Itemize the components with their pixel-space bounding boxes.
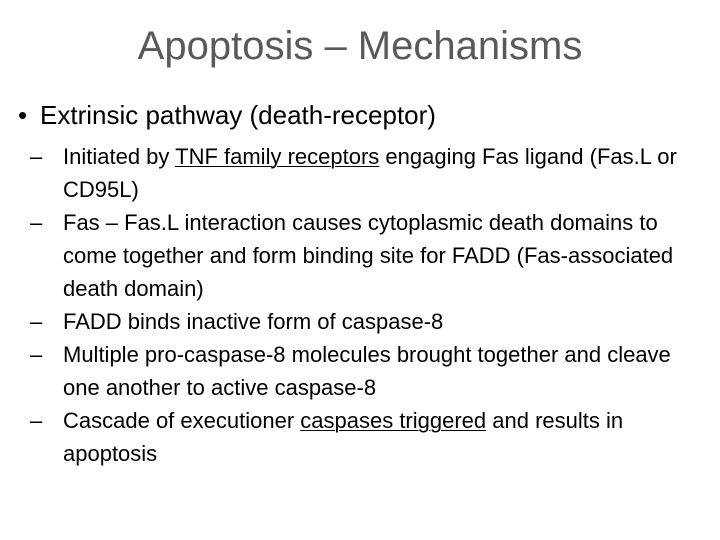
sub-text: Multiple pro-caspase-8 molecules brought together and cleave one another to active caspase-8 (63, 342, 671, 400)
sub-bullet-fadd-binds (30, 305, 700, 338)
sub-bullet-fas-interaction (30, 206, 700, 305)
sub-text: FADD binds inactive form of caspase-8 (63, 309, 444, 334)
sub-bullet-cascade (30, 404, 700, 470)
slide-title: Apoptosis – Mechanisms (137, 24, 583, 68)
sub-text-after: engaging Fas ligand (Fas.L or CD95L) (63, 144, 677, 202)
dash-marker: – (30, 408, 43, 433)
bullet-text: Extrinsic pathway (death-receptor) (40, 100, 436, 130)
sub-bullet-list (30, 140, 700, 470)
bullet-extrinsic-pathway (18, 96, 708, 134)
dash-marker: – (30, 210, 43, 235)
sub-text-before: Cascade of executioner (63, 408, 301, 433)
sub-text-before: Initiated by (63, 144, 176, 169)
underlined-term-tnf-receptors: TNF family receptors (175, 144, 380, 169)
dash-marker: – (30, 342, 43, 367)
dash-marker: – (30, 144, 43, 169)
bullet-marker: • (18, 100, 28, 130)
underlined-term-caspases-triggered: caspases triggered (300, 408, 487, 433)
dash-marker: – (30, 309, 43, 334)
sub-bullet-pro-caspase (30, 338, 700, 404)
sub-text: Fas – Fas.L interaction causes cytoplasmic death domains to come together and form binding site for FADD (Fas-associated death domain) (63, 210, 674, 301)
sub-bullet-initiated (30, 140, 700, 206)
sub-text-after: and results in apoptosis (63, 408, 624, 466)
